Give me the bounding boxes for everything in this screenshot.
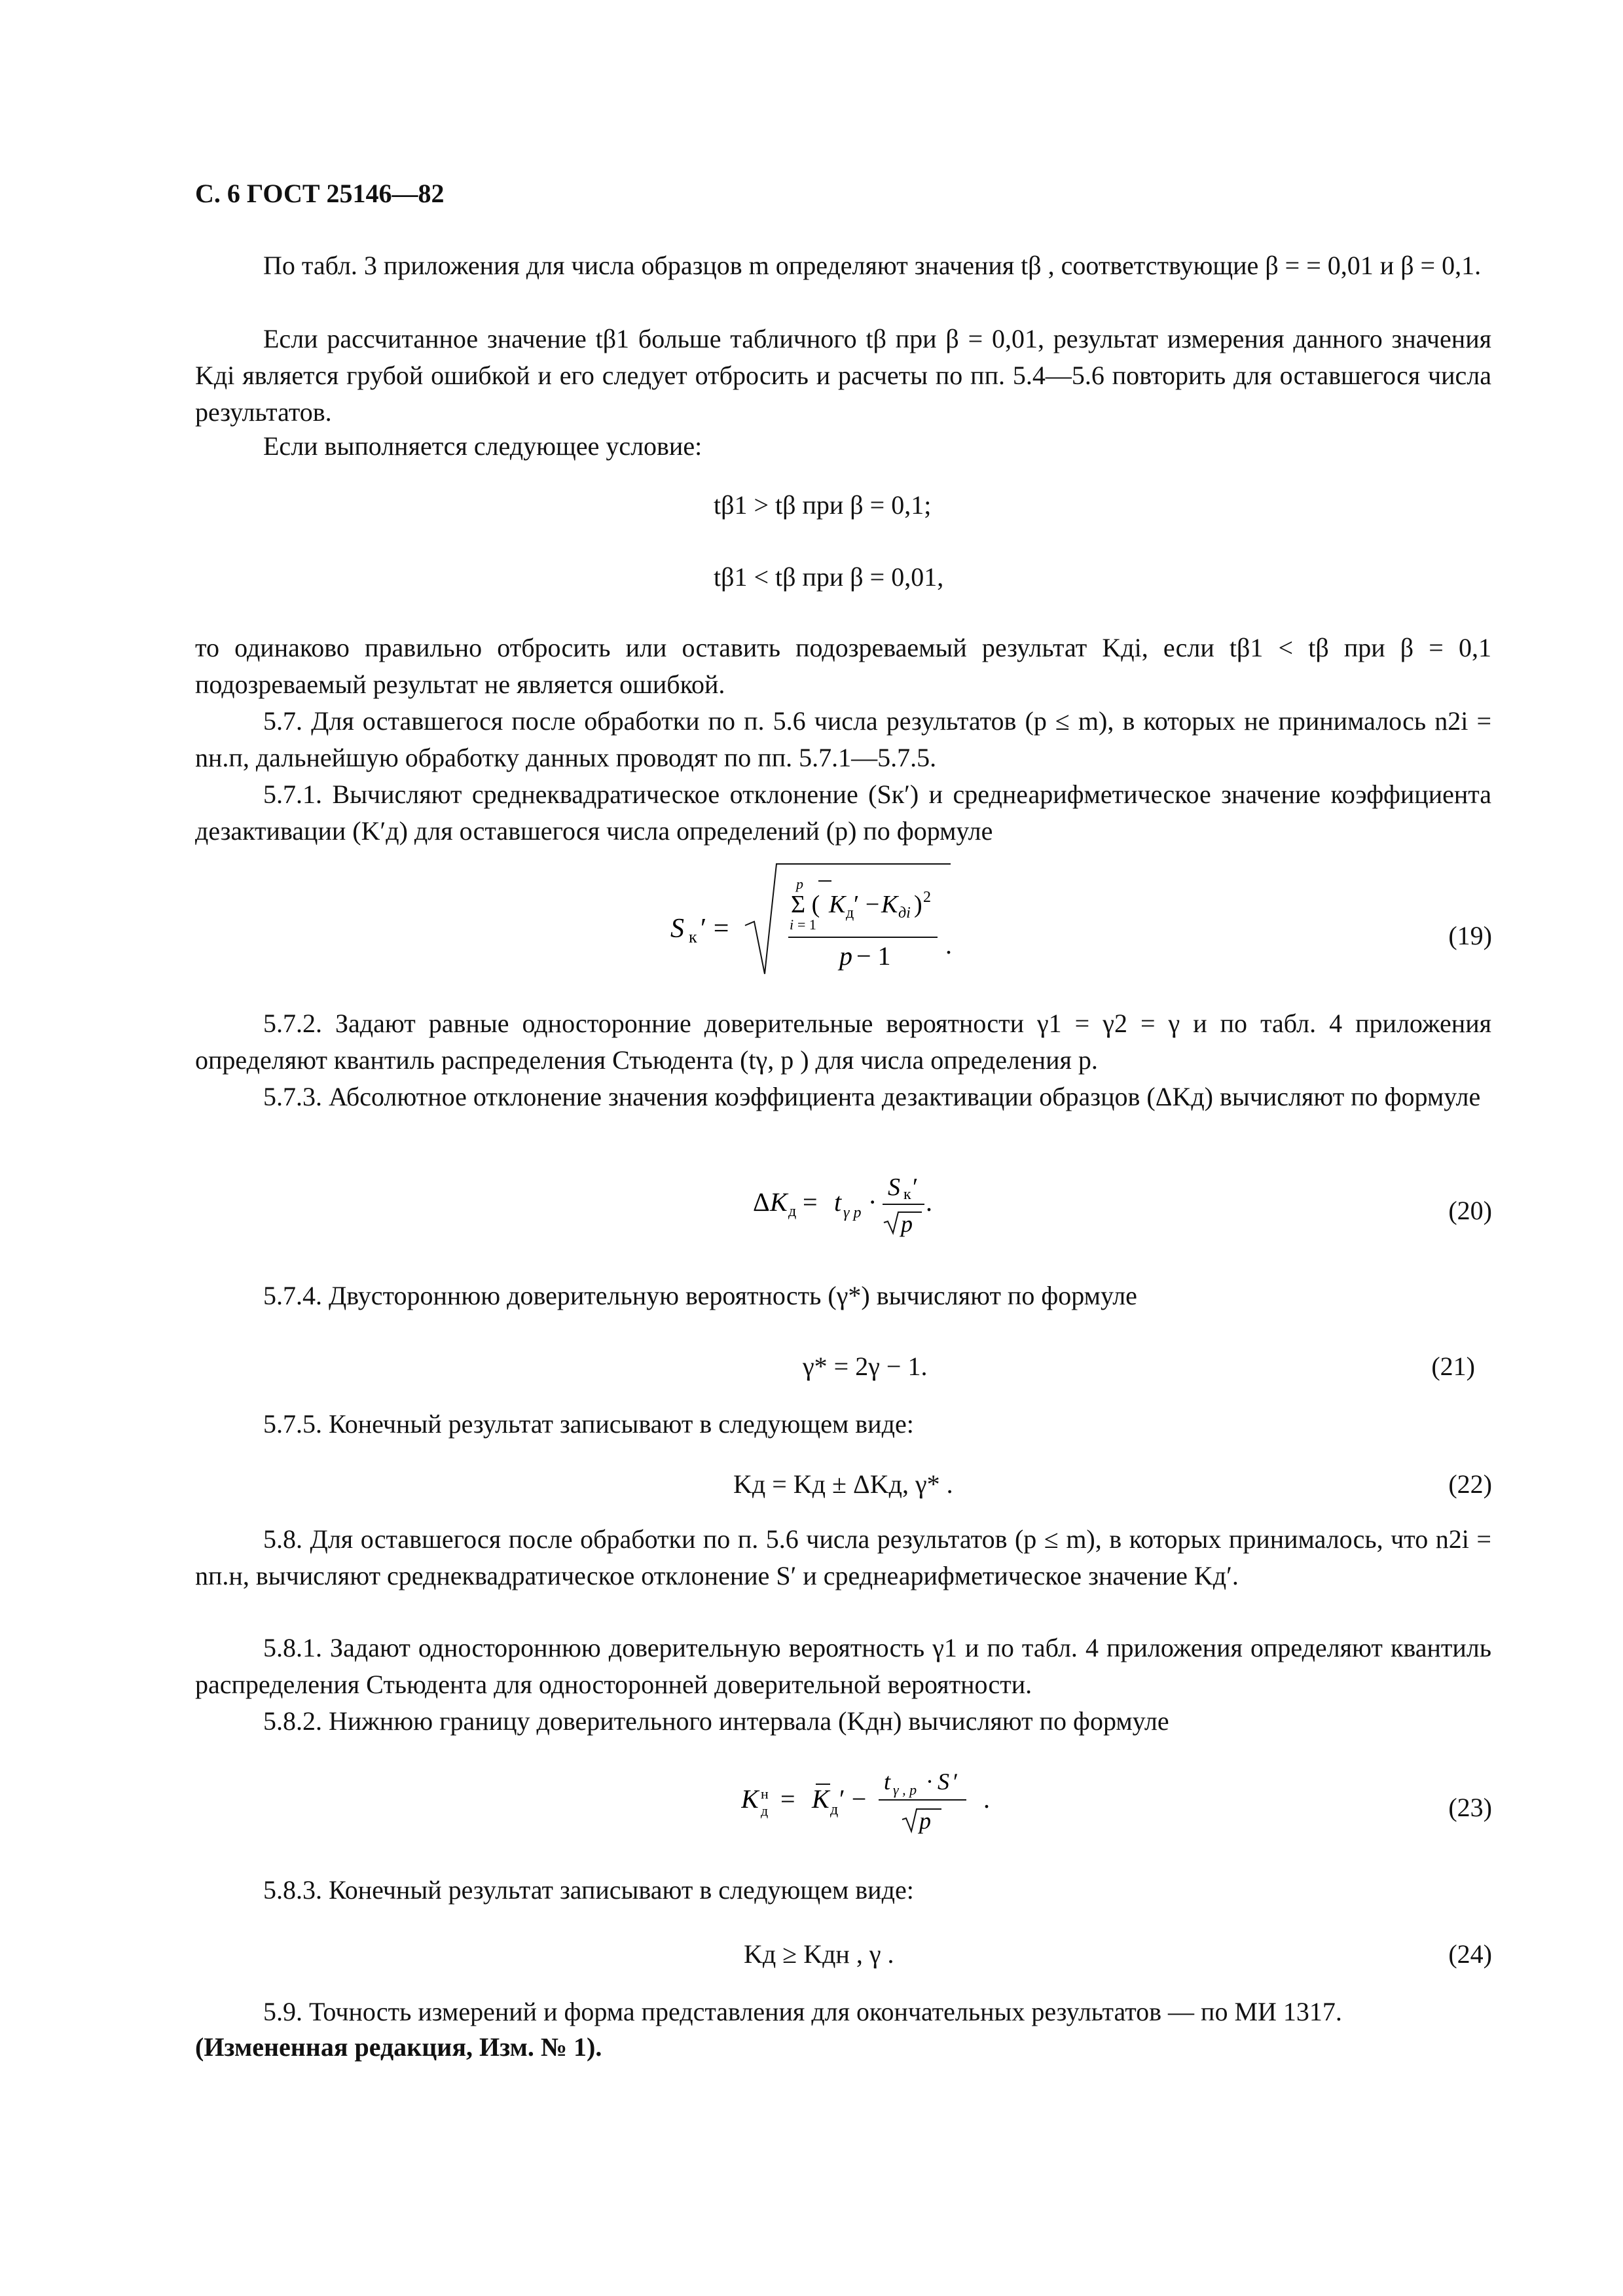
svg-text:K: K	[770, 1187, 788, 1217]
formula-19-svg	[668, 856, 956, 980]
svg-text:p: p	[919, 1808, 931, 1834]
svg-text:′ −: ′ −	[854, 891, 880, 918]
svg-text:′ −: ′ −	[839, 1784, 867, 1814]
svg-text:t: t	[834, 1187, 842, 1217]
svg-text:γ , p: γ , p	[893, 1782, 917, 1798]
svg-text:к: к	[903, 1186, 911, 1203]
svg-text:p: p	[839, 941, 852, 971]
equation-number-20: (20)	[1448, 1196, 1492, 1225]
svg-text:K: K	[741, 1784, 759, 1814]
svg-text:S: S	[938, 1768, 949, 1795]
svg-text:н: н	[761, 1785, 769, 1802]
formula-23	[741, 1761, 1029, 1852]
svg-text:д: д	[846, 905, 854, 922]
svg-text:=: =	[780, 1784, 795, 1814]
svg-text:): )	[914, 891, 922, 918]
svg-text:p: p	[901, 1211, 913, 1237]
svg-text:.: .	[926, 1187, 932, 1217]
paragraph-15: 5.9. Точность измерений и форма представления для окончательных результатов — по МИ 1317.	[263, 1997, 1342, 2026]
paragraph-5: 5.7. Для оставшегося после обработки по п. 5.6 числа результатов (p ≤ m), в которых не принималось n2i = nн.п, дальнейшую обработку данных проводят по пп. 5.7.1—5.7.5.	[195, 706, 1491, 772]
formula-19: S к ′ = p Σ ( K д ′ − K дi ) 2 i = 1 p − 1 .	[668, 856, 956, 987]
paragraph-9: 5.7.4. Двустороннюю доверительную вероятность (γ*) вычисляют по формуле	[263, 1281, 1137, 1310]
svg-text:д: д	[788, 1203, 797, 1220]
formula-24: Kд ≥ Kдн , γ .	[744, 1939, 894, 1969]
svg-text:′: ′	[913, 1174, 919, 1201]
svg-text:2: 2	[923, 889, 931, 906]
svg-text:K: K	[812, 1784, 830, 1814]
condition-2: tβ1 < tβ при β = 0,01,	[714, 562, 944, 592]
paragraph-2: Если рассчитанное значение tβ1 больше табличного tβ при β = 0,01, результат измерения данного значения Kдi является грубой ошибкой и его следует отбросить и расчеты по пп. 5.4—5.6 повторить для оставшегося числа результатов.	[195, 324, 1491, 427]
equation-number-23: (23)	[1448, 1793, 1492, 1822]
svg-text:′: ′	[953, 1768, 958, 1795]
paragraph-10: 5.7.5. Конечный результат записывают в следующем виде:	[263, 1409, 914, 1439]
paragraph-7: 5.7.2. Задают равные односторонние доверительные вероятности γ1 = γ2 = γ и по табл. 4 приложения определяют квантиль распределения Стьюдента (tγ, p ) для числа определения p.	[195, 1009, 1491, 1075]
svg-text:д: д	[761, 1803, 769, 1819]
page-header: С. 6 ГОСТ 25146—82	[195, 179, 445, 208]
formula-23-svg	[741, 1761, 1029, 1846]
paragraph-14: 5.8.3. Конечный результат записывают в следующем виде:	[263, 1875, 914, 1905]
formula-21: γ* = 2γ − 1.	[803, 1352, 928, 1381]
formula-22: Kд = Kд ± ΔKд, γ* .	[733, 1469, 953, 1499]
svg-text:S: S	[888, 1174, 900, 1201]
svg-text:·: ·	[926, 1768, 934, 1795]
svg-text:t: t	[884, 1768, 891, 1795]
svg-text:p: p	[796, 876, 803, 892]
condition-1: tβ1 > tβ при β = 0,1;	[714, 490, 932, 520]
paragraph-3: Если выполняется следующее условие:	[263, 431, 702, 461]
svg-text:к: к	[689, 927, 697, 946]
svg-text:i: i	[790, 916, 794, 933]
svg-text:д: д	[830, 1801, 839, 1818]
paragraph-6: 5.7.1. Вычисляют среднеквадратическое отклонение (Sк′) и среднеарифметическое значение коэффициента дезактивации (K′д) для оставшегося числа определений (p) по формуле	[195, 780, 1491, 846]
svg-text:Δ: Δ	[753, 1187, 770, 1217]
svg-text:·: ·	[868, 1187, 877, 1217]
paragraph-11: 5.8. Для оставшегося после обработки по п. 5.6 числа результатов (p ≤ m), в которых принималось, что n2i = nп.н, вычисляют среднеквадратическое отклонение S′ и среднеарифметическое значение Kд′.	[195, 1524, 1491, 1590]
equation-number-24: (24)	[1448, 1939, 1492, 1969]
svg-text:K: K	[829, 891, 846, 918]
equation-number-22: (22)	[1448, 1469, 1492, 1499]
svg-text:дi: дi	[898, 905, 911, 922]
formula-20	[753, 1165, 949, 1250]
equation-number-21: (21)	[1431, 1352, 1475, 1381]
svg-text:.: .	[983, 1784, 990, 1814]
svg-text:=: =	[803, 1187, 818, 1217]
amendment-note: (Измененная редакция, Изм. № 1).	[195, 2032, 602, 2062]
svg-text:= 1: = 1	[797, 916, 816, 933]
equation-number-19: (19)	[1448, 921, 1492, 950]
paragraph-12: 5.8.1. Задают одностороннюю доверительную вероятность γ1 и по табл. 4 приложения определяют квантиль распределения Стьюдента для односторонней доверительной вероятности.	[195, 1633, 1491, 1699]
svg-text:− 1: − 1	[856, 941, 891, 971]
svg-text:Σ (: Σ (	[791, 891, 820, 918]
svg-text:γ p: γ p	[843, 1204, 862, 1221]
svg-text:K: K	[881, 891, 898, 918]
paragraph-1: По табл. 3 приложения для числа образцов m определяют значения tβ , соответствующие β = = 0,01 и β = 0,1.	[263, 251, 1482, 280]
paragraph-13: 5.8.2. Нижнюю границу доверительного интервала (Kдн) вычисляют по формуле	[263, 1706, 1169, 1736]
paragraph-8: 5.7.3. Абсолютное отклонение значения коэффициента дезактивации образцов (ΔKд) вычисляют по формуле	[263, 1082, 1481, 1111]
svg-text:S: S	[670, 914, 684, 944]
svg-text:′ =: ′ =	[701, 914, 729, 944]
paragraph-4: то одинаково правильно отбросить или оставить подозреваемый результат Kдi, если tβ1 < tβ при β = 0,1 подозреваемый результат не является ошибкой.	[195, 633, 1491, 699]
formula-20-svg	[753, 1165, 949, 1244]
